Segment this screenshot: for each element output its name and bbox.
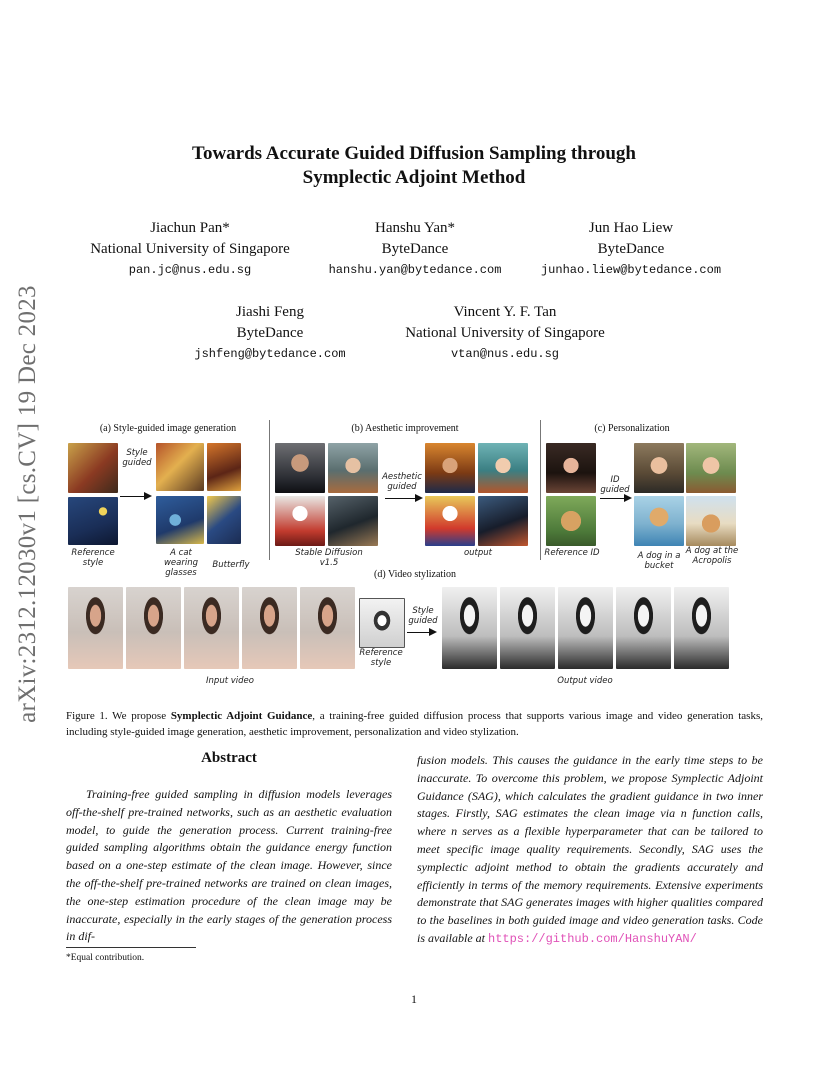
panel-divider xyxy=(540,420,541,560)
reference-style-sketch-image xyxy=(359,598,405,648)
sd-woman-image xyxy=(328,443,378,493)
id-woman-output-1 xyxy=(634,443,684,493)
sd-soldier-image xyxy=(328,496,378,546)
figure-caption xyxy=(66,708,763,740)
title-line-2: Symplectic Adjoint Method xyxy=(302,167,526,188)
author-name: Jiashi Feng xyxy=(236,304,304,320)
author-name: Jiachun Pan* xyxy=(150,220,230,236)
reference-id-dog-image xyxy=(546,496,596,546)
reference-id-woman-image xyxy=(546,443,596,493)
abstract-left-text: Training-free guided sampling in diffusion models leverages off-the-shelf pre-trained networks, such as an aesthetic evaluation model, to guide the generation process. Current training-free guided sampling algorithms obtain the guidance energy function based on a one-step estimate of the clean image. However, since the off-the-shelf pre-trained networks are trained on clean images, the one-step estimation procedure of the clean image may be inaccurate, especially in the early stages of the generation process in dif- xyxy=(66,787,392,944)
author-email[interactable]: junhao.liew@bytedance.com xyxy=(540,263,722,277)
output-video-frame xyxy=(558,587,613,669)
panel-d-label-output: Output video xyxy=(557,676,613,686)
panel-b-label-output: output xyxy=(463,548,493,558)
sd-clown-image xyxy=(275,496,325,546)
dog-at-acropolis-image xyxy=(686,496,736,546)
panel-c-arrow-label: ID guided xyxy=(600,475,630,495)
panel-c-label-bucket: A dog in a bucket xyxy=(637,551,681,571)
author-affiliation: ByteDance xyxy=(381,241,449,257)
author-email[interactable]: hanshu.yan@bytedance.com xyxy=(328,263,502,277)
author-affiliation: ByteDance xyxy=(597,241,665,257)
panel-d-arrow-icon xyxy=(407,632,435,633)
abstract-right-paragraph xyxy=(417,752,763,949)
cat-glasses-starry-image xyxy=(156,496,204,544)
cat-glasses-cubist-image xyxy=(156,443,204,491)
author-name: Hanshu Yan* xyxy=(374,220,455,236)
code-link[interactable]: https://github.com/HanshuYAN/ xyxy=(488,931,697,946)
panel-a-arrow-icon xyxy=(120,496,150,497)
panel-a-label-butterfly: Butterfly xyxy=(212,560,250,570)
panel-a-label-reference: Reference style xyxy=(71,548,115,568)
output-man-image xyxy=(425,443,475,493)
panel-d-label-reference: Reference style xyxy=(359,648,403,668)
output-woman-image xyxy=(478,443,528,493)
author-affiliation: National University of Singapore xyxy=(405,325,605,341)
author-affiliation: ByteDance xyxy=(236,325,304,341)
arxiv-stamp: arXiv:2312.12030v1 [cs.CV] 19 Dec 2023 xyxy=(14,285,41,723)
panel-b-label-sd: Stable Diffusion v1.5 xyxy=(295,548,363,568)
page-number: 1 xyxy=(411,992,417,1006)
panel-d-title: (d) Video stylization xyxy=(374,569,456,580)
title-line-1: Towards Accurate Guided Diffusion Sampling through xyxy=(192,143,636,164)
footnote-rule xyxy=(66,947,196,948)
panel-divider xyxy=(269,420,270,560)
author-affiliation: National University of Singapore xyxy=(90,241,290,257)
input-video-frame xyxy=(300,587,355,669)
panel-a-label-cat: A cat wearing glasses xyxy=(163,548,199,578)
caption-bold: Symplectic Adjoint Guidance xyxy=(170,710,313,722)
input-video-frame xyxy=(68,587,123,669)
abstract-left-column xyxy=(66,786,392,946)
panel-d-arrow-label: Style guided xyxy=(408,606,438,626)
reference-style-image-starry-night xyxy=(68,497,118,545)
id-woman-output-2 xyxy=(686,443,736,493)
panel-c-arrow-icon xyxy=(600,498,630,499)
panel-d-label-input: Input video xyxy=(206,676,254,686)
panel-c-label-acropolis: A dog at the Acropolis xyxy=(685,546,739,566)
author-email[interactable]: pan.jc@nus.edu.sg xyxy=(128,263,252,277)
panel-b-title: (b) Aesthetic improvement xyxy=(351,423,459,434)
abstract-heading: Abstract xyxy=(201,750,257,766)
output-clown-image xyxy=(425,496,475,546)
output-video-frame xyxy=(442,587,497,669)
author-name: Vincent Y. F. Tan xyxy=(453,304,557,320)
output-video-frame xyxy=(674,587,729,669)
input-video-frame xyxy=(242,587,297,669)
author-email[interactable]: vtan@nus.edu.sg xyxy=(450,347,560,361)
output-video-frame xyxy=(616,587,671,669)
author-name: Jun Hao Liew xyxy=(588,220,674,236)
caption-rest: , a training-free guided diffusion process that supports various image and video generation tasks, including style-guided image generation, aesthetic improvement, personalization and video stylization. xyxy=(66,710,763,738)
panel-c-title: (c) Personalization xyxy=(594,423,670,434)
panel-a-arrow-label: Style guided xyxy=(122,448,152,468)
reference-style-image-cubist xyxy=(68,443,118,493)
abstract-right-text: fusion models. This causes the guidance in the early time steps to be inaccurate. To overcome this problem, we propose Symplectic Adjoint Guidance (SAG), which calculates the gradient guidance in two inner stages. Firstly, SAG estimates the clean image via n function calls, where n serves as a flexible hyperparameter that can be tailored to meet specific image quality requirements. Secondly, SAG uses the symplectic adjoint method to obtain the gradients accurately and efficiently in terms of the memory requirements. Extensive experiments demonstrate that SAG generates images with higher qualities compared to the baselines in both guided image and video generation tasks. Code is available at xyxy=(417,753,763,945)
panel-b-arrow-label: Aesthetic guided xyxy=(382,472,422,492)
dog-in-bucket-image xyxy=(634,496,684,546)
footnote: *Equal contribution. xyxy=(66,953,145,963)
butterfly-cubist-image xyxy=(207,443,241,491)
panel-b-arrow-icon xyxy=(385,498,421,499)
caption-prefix: Figure 1. We propose xyxy=(66,710,171,722)
panel-c-label-reference: Reference ID xyxy=(544,548,600,558)
output-video-frame xyxy=(500,587,555,669)
input-video-frame xyxy=(126,587,181,669)
author-email[interactable]: jshfeng@bytedance.com xyxy=(194,347,346,361)
sd-man-image xyxy=(275,443,325,493)
output-soldier-image xyxy=(478,496,528,546)
butterfly-starry-image xyxy=(207,496,241,544)
input-video-frame xyxy=(184,587,239,669)
abstract-right-column xyxy=(417,752,763,949)
panel-a-title: (a) Style-guided image generation xyxy=(99,423,237,434)
